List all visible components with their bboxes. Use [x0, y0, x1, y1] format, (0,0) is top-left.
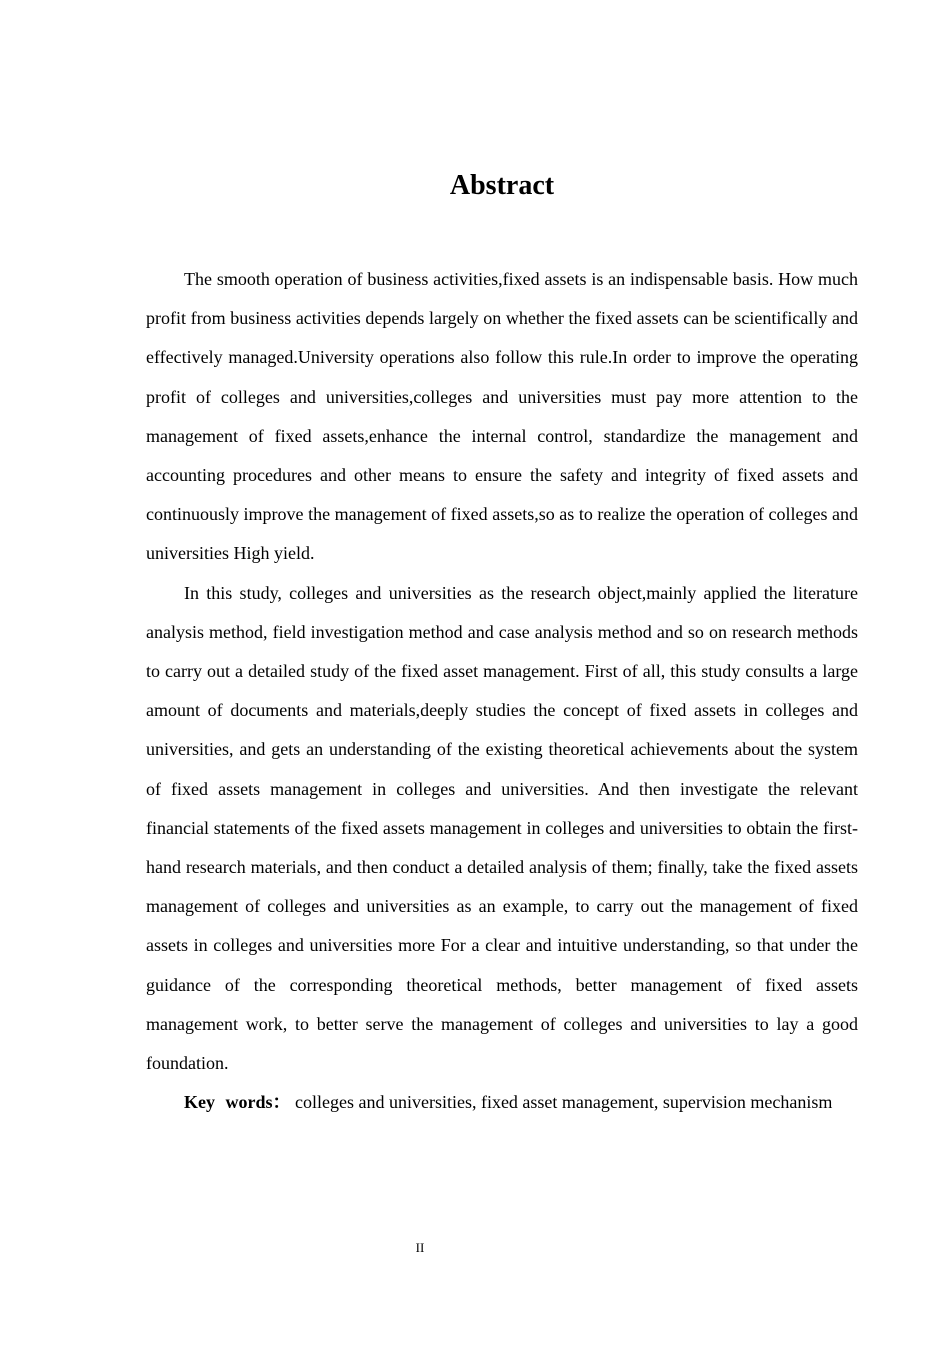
abstract-paragraph-2: In this study, colleges and universities as the research object,mainly applied the literature analysis method, field investigation method and case analysis method and so on research methods to carry out a detailed study of the fixed asset management. First of all, this study consults a large amount of documents and materials,deeply studies the concept of fixed assets in colleges and universities, and gets an understanding of the existing theoretical achievements about the system of fixed assets management in colleges and universities. And then investigate the relevant financial statements of the fixed assets management in colleges and universities to obtain the first-hand research materials, and then conduct a detailed analysis of them; finally, take the fixed assets management of colleges and universities as an example, to carry out the management of fixed assets in colleges and universities more For a clear and intuitive understanding, so that under the guidance of the corresponding theoretical methods, better management of fixed assets management work, to better serve the management of colleges and universities to lay a good foundation.	[146, 582, 858, 1074]
page-number: II	[415, 1240, 425, 1255]
keywords-paragraph	[146, 1083, 858, 1122]
abstract-paragraph-1: The smooth operation of business activities,fixed assets is an indispensable basis. How much profit from business activities depends largely on whether the fixed assets can be scientifically and effectively managed.University operations also follow this rule.In order to improve the operating profit of colleges and universities,colleges and universities must pay more attention to the management of fixed assets,enhance the internal control, standardize the management and accounting procedures and other means to ensure the safety and integrity of fixed assets and continuously improve the management of fixed assets,so as to realize the operation of colleges and universities High yield.	[146, 269, 858, 564]
keywords-label: Key words：	[184, 1092, 291, 1113]
abstract-body	[146, 260, 858, 1122]
page-title: Abstract	[449, 170, 555, 201]
keywords-text: colleges and universities, fixed asset management, supervision mechanism	[295, 1092, 833, 1113]
